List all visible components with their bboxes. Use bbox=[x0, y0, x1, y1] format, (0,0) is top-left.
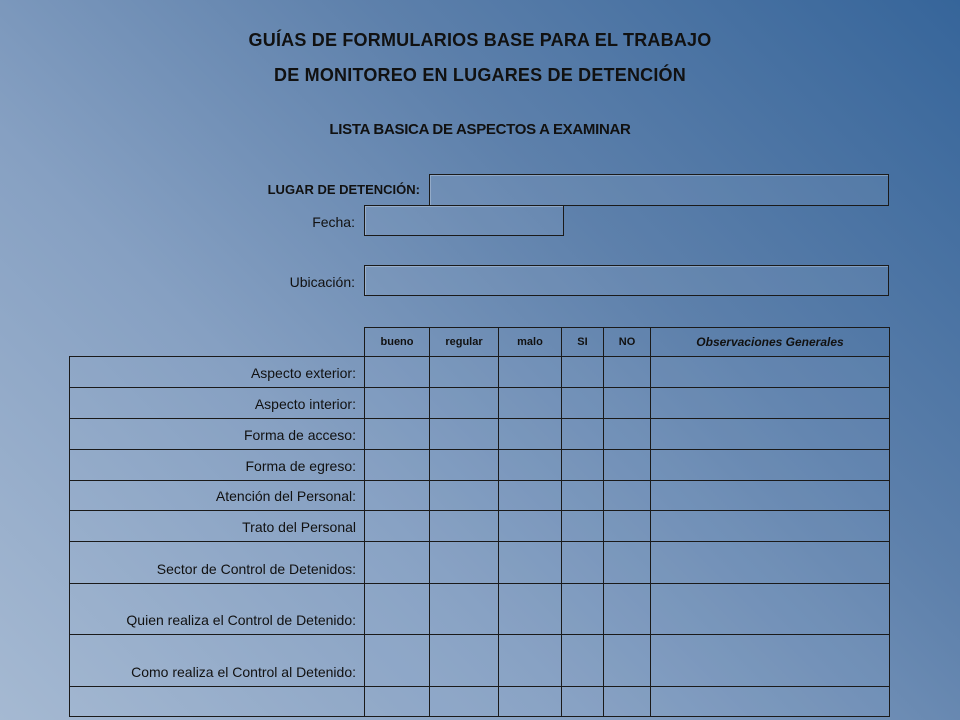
cell-malo[interactable] bbox=[499, 511, 562, 542]
cell-observaciones[interactable] bbox=[651, 450, 890, 481]
table-header-row bbox=[70, 328, 890, 357]
cell-malo[interactable] bbox=[499, 388, 562, 419]
cell-no[interactable] bbox=[604, 357, 651, 388]
page-subtitle: LISTA BASICA DE ASPECTOS A EXAMINAR bbox=[329, 121, 631, 138]
cell-observaciones[interactable] bbox=[651, 481, 890, 511]
table-row bbox=[70, 450, 890, 481]
table-row bbox=[70, 635, 890, 687]
cell-bueno[interactable] bbox=[365, 481, 430, 511]
table-row bbox=[70, 481, 890, 511]
cell-no[interactable] bbox=[604, 388, 651, 419]
cell-bueno[interactable] bbox=[365, 388, 430, 419]
cell-regular[interactable] bbox=[430, 687, 499, 717]
row-label: Sector de Control de Detenidos: bbox=[70, 542, 365, 584]
table-row bbox=[70, 419, 890, 450]
row-label: Como realiza el Control al Detenido: bbox=[70, 635, 365, 687]
cell-no[interactable] bbox=[604, 450, 651, 481]
fecha-field[interactable] bbox=[364, 205, 564, 236]
row-label: Aspecto exterior: bbox=[70, 357, 365, 388]
col-header-si: SI bbox=[562, 328, 604, 357]
cell-malo[interactable] bbox=[499, 687, 562, 717]
row-label: Forma de acceso: bbox=[70, 419, 365, 450]
col-header-bueno: bueno bbox=[365, 328, 430, 357]
cell-si[interactable] bbox=[562, 511, 604, 542]
cell-no[interactable] bbox=[604, 419, 651, 450]
cell-observaciones[interactable] bbox=[651, 511, 890, 542]
cell-observaciones[interactable] bbox=[651, 635, 890, 687]
lugar-field[interactable] bbox=[429, 174, 889, 206]
cell-regular[interactable] bbox=[430, 450, 499, 481]
cell-malo[interactable] bbox=[499, 635, 562, 687]
cell-regular[interactable] bbox=[430, 419, 499, 450]
cell-malo[interactable] bbox=[499, 419, 562, 450]
cell-regular[interactable] bbox=[430, 511, 499, 542]
row-label: Trato del Personal bbox=[70, 511, 365, 542]
cell-si[interactable] bbox=[562, 357, 604, 388]
cell-observaciones[interactable] bbox=[651, 357, 890, 388]
aspects-table bbox=[69, 327, 890, 717]
cell-observaciones[interactable] bbox=[651, 584, 890, 635]
cell-malo[interactable] bbox=[499, 481, 562, 511]
fecha-label: Fecha: bbox=[312, 214, 355, 230]
table-row bbox=[70, 542, 890, 584]
cell-observaciones[interactable] bbox=[651, 542, 890, 584]
row-label: Aspecto interior: bbox=[70, 388, 365, 419]
cell-bueno[interactable] bbox=[365, 635, 430, 687]
cell-no[interactable] bbox=[604, 635, 651, 687]
cell-si[interactable] bbox=[562, 481, 604, 511]
cell-bueno[interactable] bbox=[365, 357, 430, 388]
cell-no[interactable] bbox=[604, 511, 651, 542]
cell-regular[interactable] bbox=[430, 584, 499, 635]
col-header-regular: regular bbox=[430, 328, 499, 357]
cell-si[interactable] bbox=[562, 635, 604, 687]
cell-regular[interactable] bbox=[430, 357, 499, 388]
cell-regular[interactable] bbox=[430, 635, 499, 687]
cell-bueno[interactable] bbox=[365, 450, 430, 481]
cell-regular[interactable] bbox=[430, 388, 499, 419]
cell-si[interactable] bbox=[562, 542, 604, 584]
cell-bueno[interactable] bbox=[365, 687, 430, 717]
table-row bbox=[70, 388, 890, 419]
cell-bueno[interactable] bbox=[365, 584, 430, 635]
cell-observaciones[interactable] bbox=[651, 687, 890, 717]
lugar-label: LUGAR DE DETENCIÓN: bbox=[267, 182, 420, 197]
page-title-line-2: DE MONITOREO EN LUGARES DE DETENCIÓN bbox=[274, 65, 686, 85]
table-row bbox=[70, 357, 890, 388]
cell-bueno[interactable] bbox=[365, 419, 430, 450]
page-title-line-1: GUÍAS DE FORMULARIOS BASE PARA EL TRABAJO bbox=[248, 30, 712, 50]
ubicacion-label: Ubicación: bbox=[289, 274, 355, 290]
header-corner bbox=[70, 328, 365, 357]
cell-no[interactable] bbox=[604, 584, 651, 635]
cell-observaciones[interactable] bbox=[651, 419, 890, 450]
cell-no[interactable] bbox=[604, 687, 651, 717]
cell-si[interactable] bbox=[562, 419, 604, 450]
table-row bbox=[70, 511, 890, 542]
cell-bueno[interactable] bbox=[365, 542, 430, 584]
col-header-malo: malo bbox=[499, 328, 562, 357]
cell-si[interactable] bbox=[562, 388, 604, 419]
row-label: Atención del Personal: bbox=[70, 481, 365, 511]
cell-bueno[interactable] bbox=[365, 511, 430, 542]
row-label: Forma de egreso: bbox=[70, 450, 365, 481]
row-label: Quien realiza el Control de Detenido: bbox=[70, 584, 365, 635]
cell-si[interactable] bbox=[562, 450, 604, 481]
cell-no[interactable] bbox=[604, 481, 651, 511]
cell-si[interactable] bbox=[562, 584, 604, 635]
col-header-observaciones: Observaciones Generales bbox=[651, 328, 890, 357]
cell-malo[interactable] bbox=[499, 357, 562, 388]
cell-no[interactable] bbox=[604, 542, 651, 584]
col-header-no: NO bbox=[604, 328, 651, 357]
cell-observaciones[interactable] bbox=[651, 388, 890, 419]
cell-malo[interactable] bbox=[499, 450, 562, 481]
table-row bbox=[70, 584, 890, 635]
ubicacion-field[interactable] bbox=[364, 265, 889, 296]
table-row bbox=[70, 687, 890, 717]
cell-regular[interactable] bbox=[430, 542, 499, 584]
cell-regular[interactable] bbox=[430, 481, 499, 511]
cell-si[interactable] bbox=[562, 687, 604, 717]
cell-malo[interactable] bbox=[499, 584, 562, 635]
row-label bbox=[70, 687, 365, 717]
cell-malo[interactable] bbox=[499, 542, 562, 584]
